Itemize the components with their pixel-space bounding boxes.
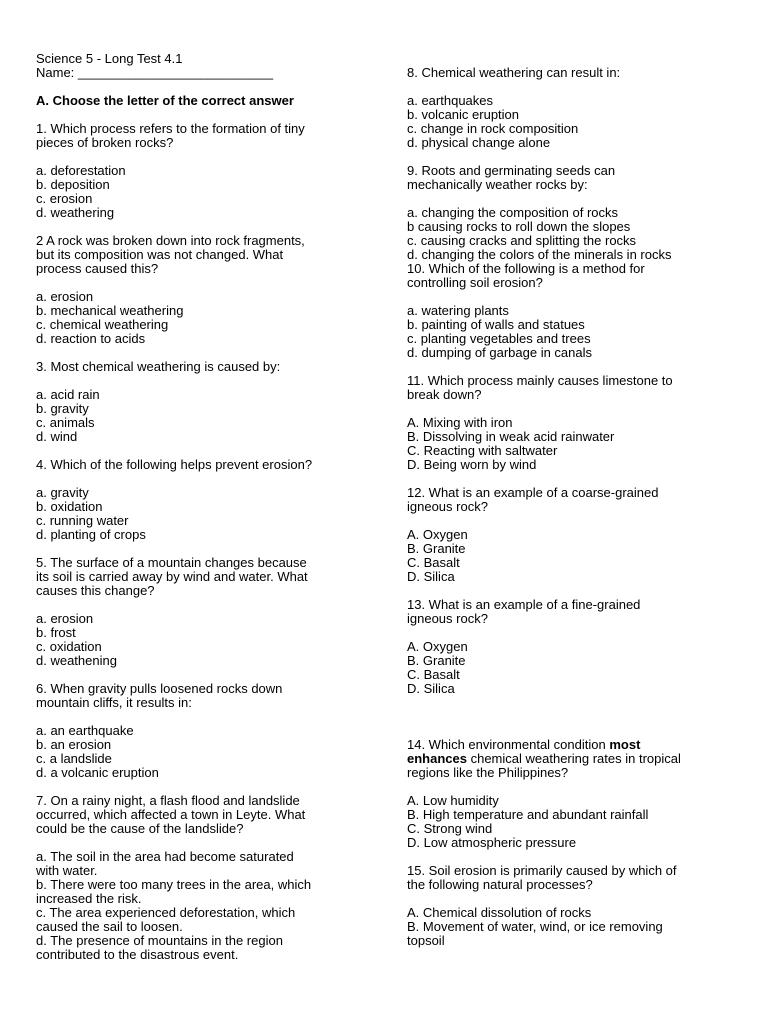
answer-option: A. Oxygen	[407, 639, 468, 654]
answer-option: b. painting of walls and statues	[407, 317, 585, 332]
question-stem: occurred, which affected a town in Leyte. What	[36, 807, 306, 822]
answer-option: b. deposition	[36, 177, 110, 192]
question-9	[407, 164, 737, 262]
answer-option: a. acid rain	[36, 387, 100, 402]
answer-option: a. erosion	[36, 289, 94, 304]
question-stem: 11. Which process mainly causes limestone to	[407, 373, 673, 388]
answer-option: b. volcanic eruption	[407, 107, 520, 122]
answer-option: D. Silica	[407, 681, 455, 696]
question-4	[36, 458, 376, 542]
answer-option: b. frost	[36, 625, 76, 640]
answer-option: a. gravity	[36, 485, 89, 500]
answer-option: increased the risk.	[36, 891, 142, 906]
answer-option: C. Basalt	[407, 555, 460, 570]
answer-option: contributed to the disastrous event.	[36, 947, 239, 962]
answer-option: a. earthquakes	[407, 93, 494, 108]
answer-option: B. Movement of water, wind, or ice removing	[407, 919, 663, 934]
answer-option: d. The presence of mountains in the region	[36, 933, 283, 948]
answer-option: D. Silica	[407, 569, 455, 584]
answer-option: d. reaction to acids	[36, 331, 146, 346]
question-stem	[407, 752, 737, 766]
question-14	[407, 738, 737, 850]
answer-option: c. running water	[36, 513, 129, 528]
emphasis-text: most	[609, 737, 641, 752]
question-stem: process caused this?	[36, 261, 159, 276]
question-stem: pieces of broken rocks?	[36, 135, 174, 150]
question-stem: 10. Which of the following is a method for	[407, 261, 645, 276]
answer-option: b causing rocks to roll down the slopes	[407, 219, 631, 234]
answer-option: with water.	[36, 863, 98, 878]
answer-option: b. an erosion	[36, 737, 112, 752]
question-stem: break down?	[407, 387, 482, 402]
left-column	[36, 52, 376, 962]
question-2	[36, 234, 376, 346]
answer-option: A. Chemical dissolution of rocks	[407, 905, 592, 920]
question-stem: 8. Chemical weathering can result in:	[407, 65, 621, 80]
right-column	[407, 52, 737, 948]
answer-option: A. Oxygen	[407, 527, 468, 542]
answer-option: a. changing the composition of rocks	[407, 205, 619, 220]
answer-option: c. planting vegetables and trees	[407, 331, 591, 346]
answer-option: c. oxidation	[36, 639, 102, 654]
answer-option: caused the sail to loosen.	[36, 919, 183, 934]
answer-option: c. a landslide	[36, 751, 112, 766]
answer-option: B. Dissolving in weak acid rainwater	[407, 429, 615, 444]
question-5	[36, 556, 376, 668]
question-stem: controlling soil erosion?	[407, 275, 543, 290]
answer-option: b. mechanical weathering	[36, 303, 184, 318]
question-stem: regions like the Philippines?	[407, 765, 569, 780]
question-stem: 5. The surface of a mountain changes because	[36, 555, 307, 570]
answer-option: b. gravity	[36, 401, 89, 416]
question-6	[36, 682, 376, 780]
question-8	[407, 66, 737, 150]
question-stem: could be the cause of the landslide?	[36, 821, 244, 836]
answer-option: C. Basalt	[407, 667, 460, 682]
question-stem: 4. Which of the following helps prevent erosion?	[36, 457, 313, 472]
answer-option: c. The area experienced deforestation, which	[36, 905, 296, 920]
answer-option: B. Granite	[407, 653, 466, 668]
answer-option: D. Low atmospheric pressure	[407, 835, 577, 850]
answer-option: a. an earthquake	[36, 723, 134, 738]
question-stem-text: chemical weathering rates in tropical	[466, 751, 681, 766]
answer-option: a. The soil in the area had become saturated	[36, 849, 294, 864]
test-title: Science 5 - Long Test 4.1	[36, 51, 183, 66]
question-stem: 2 A rock was broken down into rock fragments,	[36, 233, 305, 248]
question-stem: but its composition was not changed. What	[36, 247, 284, 262]
question-13	[407, 598, 737, 696]
answer-option: d. weathering	[36, 205, 115, 220]
answer-option: A. Mixing with iron	[407, 415, 513, 430]
answer-option: c. animals	[36, 415, 95, 430]
question-stem	[407, 738, 737, 752]
question-stem: 7. On a rainy night, a flash flood and landslide	[36, 793, 300, 808]
question-stem-text: 14. Which environmental condition	[407, 737, 610, 752]
answer-option: A. Low humidity	[407, 793, 499, 808]
answer-option: a. deforestation	[36, 163, 126, 178]
answer-option: d. changing the colors of the minerals in rocks	[407, 247, 672, 262]
answer-option: b. There were too many trees in the area, which	[36, 877, 312, 892]
emphasis-text: enhances	[407, 751, 467, 766]
answer-option: d. physical change alone	[407, 135, 551, 150]
question-15	[407, 864, 737, 948]
question-stem: 9. Roots and germinating seeds can	[407, 163, 616, 178]
question-stem: 6. When gravity pulls loosened rocks down	[36, 681, 283, 696]
answer-option: c. causing cracks and splitting the rocks	[407, 233, 637, 248]
answer-option: d. planting of crops	[36, 527, 146, 542]
answer-option: c. erosion	[36, 191, 93, 206]
question-stem: 13. What is an example of a fine-grained	[407, 597, 641, 612]
answer-option: d. dumping of garbage in canals	[407, 345, 593, 360]
question-12	[407, 486, 737, 584]
answer-option: a. watering plants	[407, 303, 509, 318]
answer-option: b. oxidation	[36, 499, 103, 514]
answer-option: c. chemical weathering	[36, 317, 169, 332]
question-stem: igneous rock?	[407, 499, 488, 514]
question-stem: mechanically weather rocks by:	[407, 177, 588, 192]
answer-option: D. Being worn by wind	[407, 457, 537, 472]
question-10	[407, 262, 737, 360]
answer-option: C. Reacting with saltwater	[407, 443, 558, 458]
question-7	[36, 794, 376, 962]
question-stem: 1. Which process refers to the formation of tiny	[36, 121, 305, 136]
question-stem: 15. Soil erosion is primarily caused by which of	[407, 863, 677, 878]
section-heading: A. Choose the letter of the correct answer	[36, 93, 294, 108]
answer-option: c. change in rock composition	[407, 121, 579, 136]
answer-option: d. a volcanic eruption	[36, 765, 159, 780]
answer-option: d. wind	[36, 429, 78, 444]
answer-option: a. erosion	[36, 611, 94, 626]
answer-option: C. Strong wind	[407, 821, 493, 836]
question-stem: the following natural processes?	[407, 877, 593, 892]
question-stem: its soil is carried away by wind and water. What	[36, 569, 308, 584]
question-stem: 12. What is an example of a coarse-grained	[407, 485, 659, 500]
name-field-label: Name: ___________________________	[36, 65, 274, 80]
answer-option: topsoil	[407, 933, 445, 948]
question-stem: mountain cliffs, it results in:	[36, 695, 192, 710]
question-1	[36, 122, 376, 220]
question-3	[36, 360, 376, 444]
answer-option: d. weathening	[36, 653, 117, 668]
question-stem: igneous rock?	[407, 611, 488, 626]
answer-option: B. High temperature and abundant rainfall	[407, 807, 649, 822]
question-11	[407, 374, 737, 472]
question-stem: causes this change?	[36, 583, 155, 598]
question-stem: 3. Most chemical weathering is caused by:	[36, 359, 281, 374]
answer-option: B. Granite	[407, 541, 466, 556]
